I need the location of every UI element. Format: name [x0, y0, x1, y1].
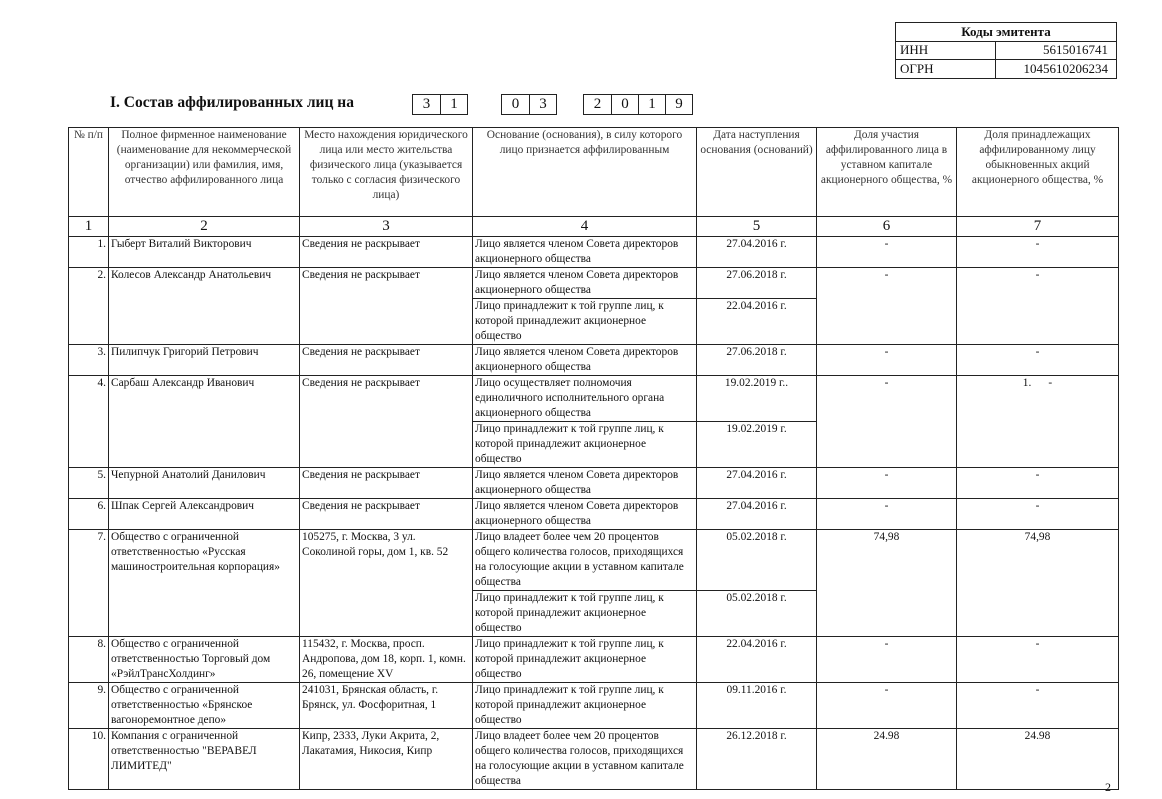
row-number: 3. — [69, 345, 109, 376]
date-digit: 9 — [665, 95, 692, 114]
header-cell: Дата наступления основания (оснований) — [697, 128, 817, 217]
stock-share: - — [957, 637, 1119, 683]
basis-date: 22.04.2016 г. — [697, 637, 817, 683]
stock-share: - — [957, 237, 1119, 268]
affiliate-location: Кипр, 2333, Луки Акрита, 2, Лакатамия, Никосия, Кипр — [300, 729, 473, 790]
row-number: 7. — [69, 530, 109, 637]
capital-share: - — [817, 468, 957, 499]
affiliate-location: Сведения не раскрывает — [300, 345, 473, 376]
capital-share: - — [817, 345, 957, 376]
affiliation-basis: Лицо принадлежит к той группе лиц, к которой принадлежит акционерное общество — [473, 683, 697, 729]
row-number: 1. — [69, 237, 109, 268]
table-row — [69, 237, 1119, 268]
stock-share: - — [957, 683, 1119, 729]
affiliate-location: Сведения не раскрывает — [300, 499, 473, 530]
affiliate-name: Компания с ограниченной ответственностью "ВЕРАВЕЛ ЛИМИТЕД" — [109, 729, 300, 790]
capital-share: - — [817, 237, 957, 268]
affiliate-location: 115432, г. Москва, просп. Андропова, дом 18, корп. 1, комн. 26, помещение XV — [300, 637, 473, 683]
table-row — [69, 683, 1119, 729]
date-digit: 3 — [529, 95, 556, 114]
capital-share: 74,98 — [817, 530, 957, 637]
date-digit: 0 — [611, 95, 638, 114]
affiliate-location: Сведения не раскрывает — [300, 376, 473, 468]
header-cell: № п/п — [69, 128, 109, 217]
affiliate-name: Пилипчук Григорий Петрович — [109, 345, 300, 376]
basis-date: 27.04.2016 г. — [697, 468, 817, 499]
row-number: 8. — [69, 637, 109, 683]
capital-share: - — [817, 499, 957, 530]
stock-share: - — [957, 468, 1119, 499]
affiliation-basis: Лицо принадлежит к той группе лиц, к которой принадлежит акционерное общество — [473, 299, 697, 345]
inn-label: ИНН — [896, 41, 996, 60]
table-row — [69, 268, 1119, 299]
table-row — [69, 345, 1119, 376]
column-number: 5 — [697, 217, 817, 237]
table-row — [69, 530, 1119, 591]
affiliates-table — [68, 127, 1119, 790]
table-row — [69, 376, 1119, 422]
row-number: 5. — [69, 468, 109, 499]
basis-date: 05.02.2018 г. — [697, 591, 817, 637]
row-number: 10. — [69, 729, 109, 790]
issuer-codes-table — [895, 22, 1117, 79]
affiliation-basis: Лицо является членом Совета директоров акционерного общества — [473, 268, 697, 299]
capital-share: - — [817, 376, 957, 468]
stock-share: 74,98 — [957, 530, 1119, 637]
basis-date: 22.04.2016 г. — [697, 299, 817, 345]
column-number: 1 — [69, 217, 109, 237]
affiliation-basis: Лицо осуществляет полномочия единоличного исполнительного органа акционерного общества — [473, 376, 697, 422]
ogrn-value: 1045610206234 — [996, 60, 1117, 79]
ogrn-label: ОГРН — [896, 60, 996, 79]
date-month-box — [501, 94, 557, 115]
capital-share: - — [817, 637, 957, 683]
header-cell: Доля участия аффилированного лица в уставном капитале акционерного общества, % — [817, 128, 957, 217]
affiliation-basis: Лицо принадлежит к той группе лиц, к которой принадлежит акционерное общество — [473, 637, 697, 683]
table-row — [69, 729, 1119, 790]
affiliate-name: Общество с ограниченной ответственностью «Брянское вагоноремонтное депо» — [109, 683, 300, 729]
basis-date: 09.11.2016 г. — [697, 683, 817, 729]
header-cell: Полное фирменное наименование (наименование для некоммерческой организации) или фамилия, имя, отчество аффилированного лица — [109, 128, 300, 217]
basis-date: 27.04.2016 г. — [697, 237, 817, 268]
date-digit: 0 — [511, 96, 520, 112]
stock-share: 1. - — [957, 376, 1119, 468]
affiliation-basis: Лицо является членом Совета директоров акционерного общества — [473, 237, 697, 268]
date-digit: 3 — [422, 96, 431, 112]
header-cell: Место нахождения юридического лица или место жительства физического лица (указывается только с согласия физического лица) — [300, 128, 473, 217]
affiliate-location: Сведения не раскрывает — [300, 468, 473, 499]
affiliate-name: Гыберт Виталий Викторович — [109, 237, 300, 268]
affiliate-location: 105275, г. Москва, 3 ул. Соколиной горы, дом 1, кв. 52 — [300, 530, 473, 637]
basis-date: 27.04.2016 г. — [697, 499, 817, 530]
capital-share: - — [817, 683, 957, 729]
stock-share: - — [957, 268, 1119, 345]
row-number: 6. — [69, 499, 109, 530]
affiliate-location: 241031, Брянская область, г. Брянск, ул. Фосфоритная, 1 — [300, 683, 473, 729]
table-row — [69, 468, 1119, 499]
header-row — [69, 128, 1119, 217]
row-number: 2. — [69, 268, 109, 345]
header-cell: Доля принадлежащих аффилированному лицу обыкновенных акций акционерного общества, % — [957, 128, 1119, 217]
column-number-row — [69, 217, 1119, 237]
table-row — [69, 637, 1119, 683]
basis-date: 27.06.2018 г. — [697, 345, 817, 376]
date-day-box — [412, 94, 468, 115]
column-number: 4 — [473, 217, 697, 237]
affiliation-basis: Лицо принадлежит к той группе лиц, к которой принадлежит акционерное общество — [473, 591, 697, 637]
codes-title: Коды эмитента — [896, 23, 1117, 42]
basis-date: 19.02.2019 г. — [697, 422, 817, 468]
basis-date: 19.02.2019 г.. — [697, 376, 817, 422]
affiliation-basis: Лицо является членом Совета директоров акционерного общества — [473, 345, 697, 376]
column-number: 2 — [109, 217, 300, 237]
affiliate-name: Сарбаш Александр Иванович — [109, 376, 300, 468]
date-year-box — [583, 94, 693, 115]
date-digit: 1 — [638, 95, 665, 114]
affiliation-basis: Лицо принадлежит к той группе лиц, к которой принадлежит акционерное общество — [473, 422, 697, 468]
date-digit: 2 — [593, 96, 602, 112]
affiliate-name: Шпак Сергей Александрович — [109, 499, 300, 530]
affiliation-basis: Лицо является членом Совета директоров акционерного общества — [473, 499, 697, 530]
stock-share: 24.98 — [957, 729, 1119, 790]
affiliate-location: Сведения не раскрывает — [300, 268, 473, 345]
capital-share: 24.98 — [817, 729, 957, 790]
page-number: 2 — [1105, 780, 1111, 794]
affiliate-name: Чепурной Анатолий Данилович — [109, 468, 300, 499]
affiliate-name: Общество с ограниченной ответственностью Торговый дом «РэйлТрансХолдинг» — [109, 637, 300, 683]
affiliate-name: Общество с ограниченной ответственностью «Русская машиностроительная корпорация» — [109, 530, 300, 637]
inn-value: 5615016741 — [996, 41, 1117, 60]
affiliate-name: Колесов Александр Анатольевич — [109, 268, 300, 345]
date-digit: 1 — [440, 95, 467, 114]
affiliation-basis: Лицо владеет более чем 20 процентов общего количества голосов, приходящихся на голосующие акции в уставном капитале общества — [473, 530, 697, 591]
basis-date: 26.12.2018 г. — [697, 729, 817, 790]
stock-share: - — [957, 499, 1119, 530]
basis-date: 27.06.2018 г. — [697, 268, 817, 299]
basis-date: 05.02.2018 г. — [697, 530, 817, 591]
row-number: 4. — [69, 376, 109, 468]
table-row — [69, 499, 1119, 530]
affiliation-basis: Лицо является членом Совета директоров акционерного общества — [473, 468, 697, 499]
header-cell: Основание (основания), в силу которого лицо признается аффилированным — [473, 128, 697, 217]
affiliation-basis: Лицо владеет более чем 20 процентов общего количества голосов, приходящихся на голосующие акции в уставном капитале общества — [473, 729, 697, 790]
column-number: 7 — [957, 217, 1119, 237]
row-number: 9. — [69, 683, 109, 729]
affiliate-location: Сведения не раскрывает — [300, 237, 473, 268]
stock-share: - — [957, 345, 1119, 376]
section-title: I. Состав аффилированных лиц на — [110, 94, 354, 111]
column-number: 3 — [300, 217, 473, 237]
capital-share: - — [817, 268, 957, 345]
column-number: 6 — [817, 217, 957, 237]
